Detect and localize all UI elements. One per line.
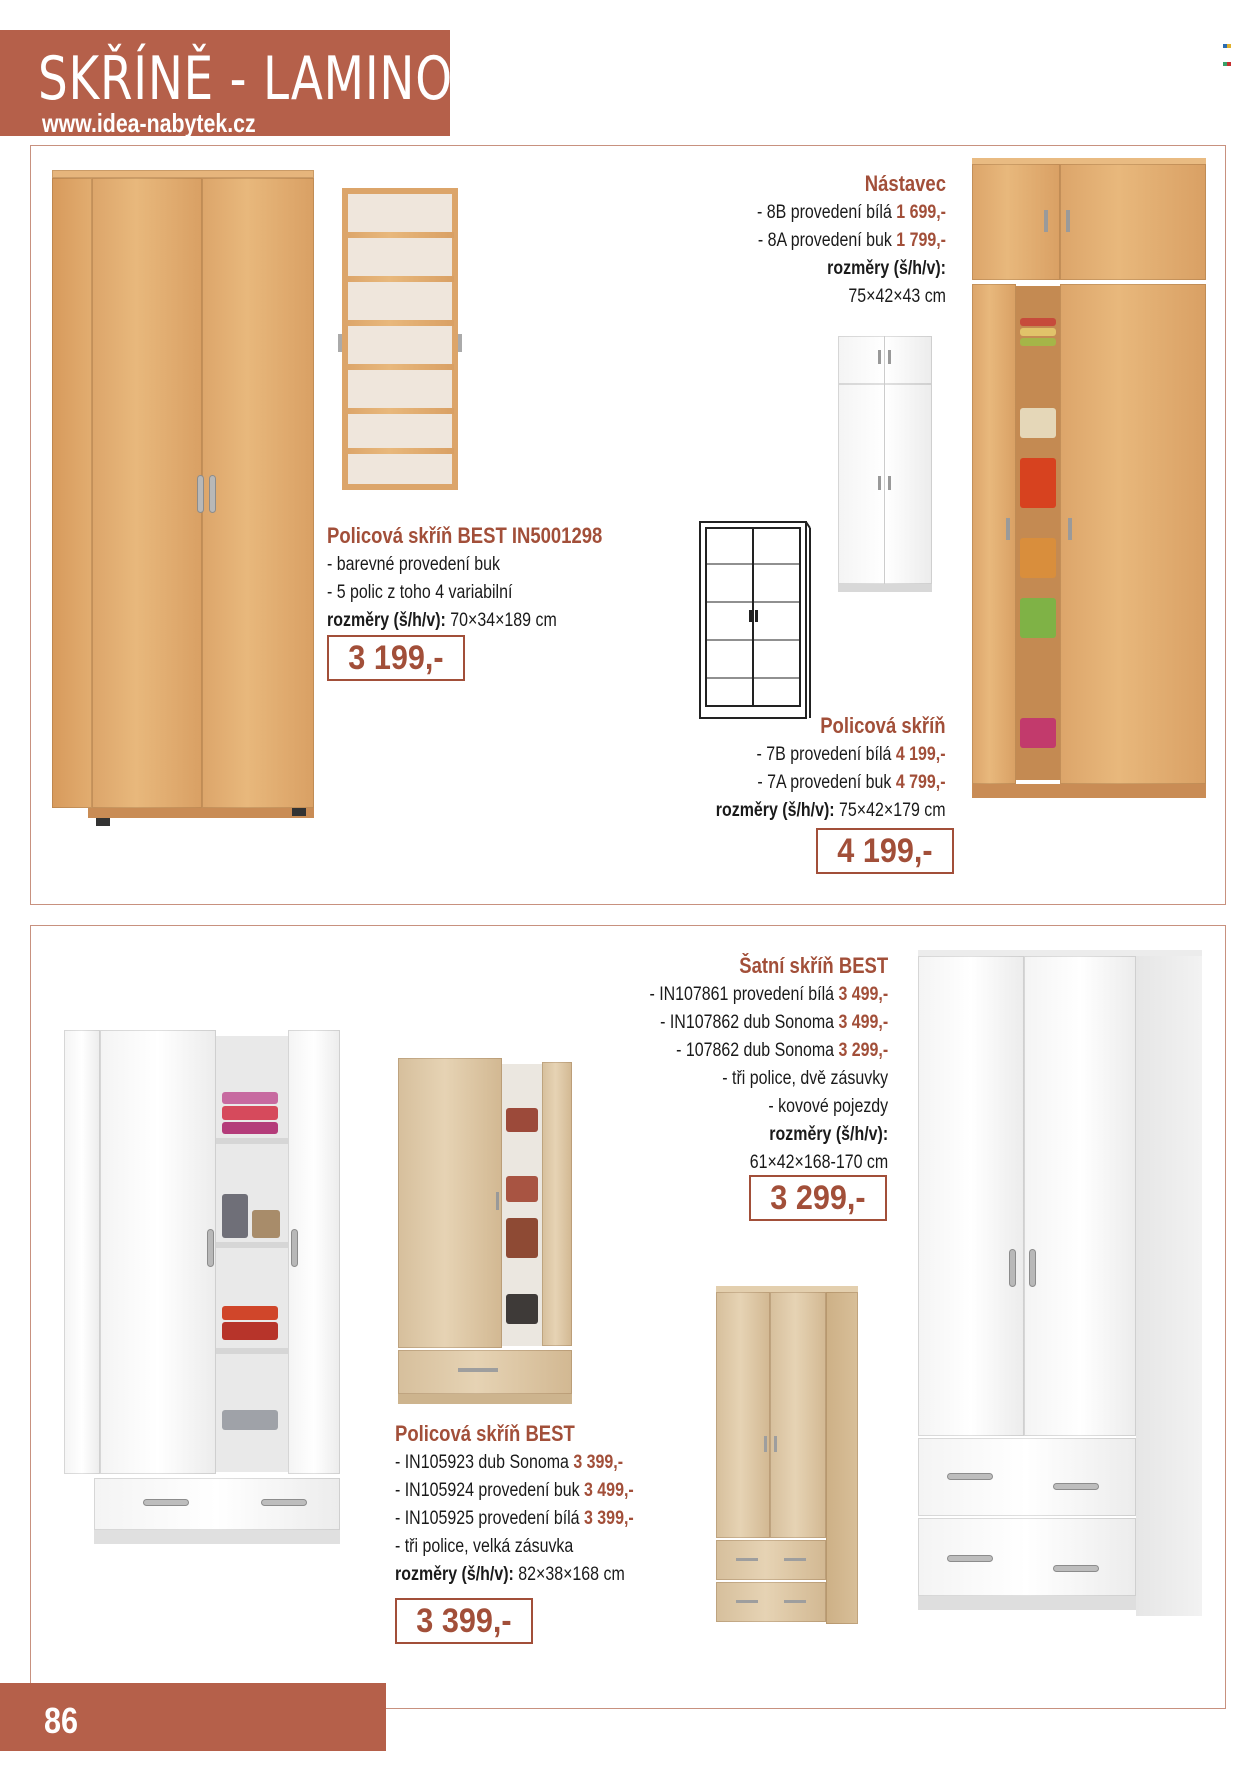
nastavec-price-8b: 1 699,- [896, 202, 946, 223]
page-number: 86 [44, 1700, 79, 1741]
policova-skrin-price-7a: 4 799,- [896, 772, 946, 793]
policova-skrin-price-7b: 4 199,- [896, 744, 946, 765]
policova-best-price-in105925: 3 399,- [584, 1508, 634, 1529]
policova-skrin-info: Policová skříň - 7B provedení bílá 4 199,- - 7A provedení buk 4 799,- rozměry (š/h/v): 75×42×179 cm [716, 710, 946, 825]
nastavec-title: Nástavec [864, 171, 946, 196]
sonoma-wardrobe-open-image [398, 1058, 572, 1408]
line-art-cabinet-image [696, 518, 812, 722]
policova-best-buk-title: Policová skříň BEST IN5001298 [327, 523, 603, 548]
policova-best-buk-price: 3 199,- [327, 635, 465, 681]
sonoma-wardrobe-small-image [716, 1286, 858, 1636]
policova-best-info: Policová skříň BEST - IN105923 dub Sonoma 3 399,- - IN105924 provedení buk 3 499,- - IN105925 provedení bílá 3 399,- - tři police, velká zásuvka rozměry (š/h/v): 82×38×168 cm [395, 1418, 634, 1589]
white-wardrobe-big-image [918, 950, 1202, 1618]
page-title: SKŘÍNĚ - LAMINO [38, 44, 453, 114]
policova-best-title: Policová skříň BEST [395, 1421, 575, 1446]
white-wardrobe-small-image [838, 336, 932, 592]
policova-skrin-price: 4 199,- [816, 828, 954, 874]
policova-best-price: 3 399,- [395, 1598, 533, 1644]
corner-mark-icon [1223, 35, 1232, 44]
wardrobe-buk-image [52, 170, 314, 828]
policova-best-price-in105923: 3 399,- [573, 1452, 624, 1473]
nastavec-info: Nástavec - 8B provedení bílá 1 699,- - 8A provedení buk 1 799,- rozměry (š/h/v): 75×42×43 cm [757, 168, 946, 311]
nastavec-price-8a: 1 799,- [896, 230, 946, 251]
open-shelf-image [342, 188, 458, 490]
wardrobe-with-nastavec-image [972, 158, 1206, 810]
satni-price-107862: 3 299,- [838, 1040, 888, 1061]
satni-price-in107861: 3 499,- [838, 984, 888, 1005]
policova-skrin-title: Policová skříň [820, 713, 946, 738]
satni-skrin-best-title: Šatní skříň BEST [739, 953, 888, 978]
satni-skrin-best-price: 3 299,- [749, 1175, 887, 1221]
white-wardrobe-open-image [64, 1030, 340, 1548]
website-link[interactable]: www.idea-nabytek.cz [42, 108, 256, 138]
satni-skrin-best-info: Šatní skříň BEST - IN107861 provedení bílá 3 499,- - IN107862 dub Sonoma 3 499,- - 107862 dub Sonoma 3 299,- - tři police, dvě zásuvky - kovové pojezdy rozměry (š/h/v): 61×42×168-170 cm [649, 950, 888, 1177]
policova-best-buk-info: Policová skříň BEST IN5001298 - barevné provedení buk - 5 polic z toho 4 variabilní rozměry (š/h/v): 70×34×189 cm [327, 520, 602, 635]
policova-best-price-in105924: 3 499,- [584, 1480, 634, 1501]
satni-price-in107862: 3 499,- [838, 1012, 888, 1033]
